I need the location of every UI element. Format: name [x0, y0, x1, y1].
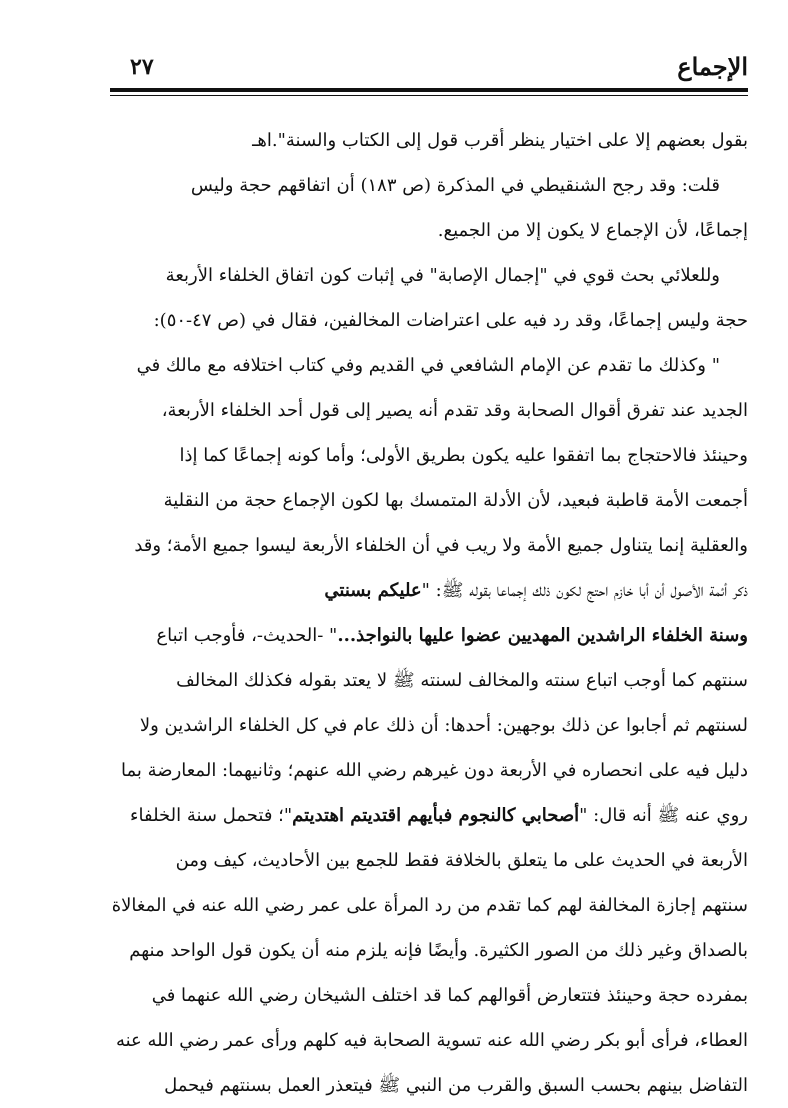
hadith-quote: عليكم بسنتي [324, 580, 422, 601]
text-run: إجماعًا، لأن الإجماع لا يكون إلا من الجميع. [437, 220, 748, 241]
text-line [108, 613, 748, 658]
text-run: بقول بعضهم إلا على اختيار ينظر أقرب قول إلى الكتاب والسنة".اهـ [252, 130, 748, 151]
text-line [108, 568, 748, 613]
text-line [108, 1018, 748, 1063]
text-run: "؛ فتحمل سنة الخلفاء [130, 805, 293, 826]
text-run: وحينئذ فالاحتجاج بما اتفقوا عليه يكون بطريق الأولى؛ وأما كونه إجماعًا كما إذا [179, 445, 748, 466]
text-run: العطاء، فرأى أبو بكر رضي الله عنه تسوية الصحابة فيه كلهم ورأى عمر رضي الله عنه [115, 1030, 748, 1051]
text-line [108, 118, 748, 163]
header-rule-thin [110, 95, 748, 96]
text-run: قلت: وقد رجح الشنقيطي في المذكرة (ص ١٨٣) أن اتفاقهم حجة وليس [190, 175, 720, 196]
text-line [108, 253, 748, 298]
text-run: والعقلية إنما يتناول جميع الأمة ولا ريب في أن الخلفاء الأربعة ليسوا جميع الأمة؛ وقد [134, 535, 748, 556]
text-line [108, 343, 748, 388]
text-line [108, 523, 748, 568]
page-header [110, 52, 748, 90]
page-number: ٢٧ [130, 54, 154, 80]
text-run: الأربعة في الحديث على ما يتعلق بالخلافة فقط للجمع بين الأحاديث، كيف ومن [175, 850, 748, 871]
text-run: لسنتهم ثم أجابوا عن ذلك بوجهين: أحدها: أن ذلك عام في كل الخلفاء الراشدين ولا [139, 715, 748, 736]
hadith-quote: وسنة الخلفاء الراشدين المهديين عضوا عليها بالنواجذ... [337, 625, 748, 646]
header-rule-thick [110, 88, 748, 92]
running-title: الإجماع [677, 52, 748, 81]
text-run: روي عنه ﷺ أنه قال: " [579, 805, 748, 826]
text-run: " وكذلك ما تقدم عن الإمام الشافعي في القديم وفي كتاب اختلافه مع مالك في [136, 355, 720, 376]
text-line [108, 478, 748, 523]
body-text [108, 118, 748, 1108]
text-line [108, 793, 748, 838]
text-line [108, 973, 748, 1018]
text-line [108, 748, 748, 793]
text-line [108, 1063, 748, 1108]
text-run: التفاضل بينهم بحسب السبق والقرب من النبي ﷺ فيتعذر العمل بسنتهم فيحمل [164, 1075, 748, 1096]
text-run: سنتهم إجازة المخالفة لهم كما تقدم من رد المرأة على عمر رضي الله عنه في المغالاة [111, 895, 748, 916]
hadith-quote: أصحابي كالنجوم فبأيهم اقتديتم اهتديتم [292, 805, 580, 826]
text-run: سنتهم كما أوجب اتباع سنته والمخالف لسنته ﷺ لا يعتد بقوله فكذلك المخالف [176, 670, 748, 691]
text-line [108, 838, 748, 883]
text-run: حجة وليس إجماعًا، وقد رد فيه على اعتراضات المخالفين، فقال في (ص ٤٧-٥٠): [153, 310, 748, 331]
text-run: بمفرده حجة وحينئذ فتتعارض أقوالهم كما قد اختلف الشيخان رضي الله عنهما في [151, 985, 748, 1006]
text-line [108, 433, 748, 478]
text-run: أجمعت الأمة قاطبة فبعيد، لأن الأدلة المتمسك بها لكون الإجماع حجة من النقلية [163, 490, 748, 511]
text-line [108, 658, 748, 703]
text-line [108, 703, 748, 748]
text-line [108, 928, 748, 973]
text-run: " -الحديث-، فأوجب اتباع [156, 625, 338, 646]
text-line [108, 208, 748, 253]
text-run: وللعلائي بحث قوي في "إجمال الإصابة" في إثبات كون اتفاق الخلفاء الأربعة [165, 265, 720, 286]
text-run: ذكر أئمة الأصول أن أبا خازم احتج لكون ذلك إجماعا بقوله ﷺ: " [421, 580, 748, 601]
text-run: دليل فيه على انحصاره في الأربعة دون غيرهم رضي الله عنهم؛ وثانيهما: المعارضة بما [121, 760, 748, 781]
text-line [108, 388, 748, 433]
text-line [108, 163, 748, 208]
text-run: الجديد عند تفرق أقوال الصحابة وقد تقدم أنه يصير إلى قول أحد الخلفاء الأربعة، [161, 400, 748, 421]
text-run: بالصداق وغير ذلك من الصور الكثيرة. وأيضًا فإنه يلزم منه أن يكون قول الواحد منهم [129, 940, 748, 961]
text-line [108, 883, 748, 928]
text-line [108, 298, 748, 343]
